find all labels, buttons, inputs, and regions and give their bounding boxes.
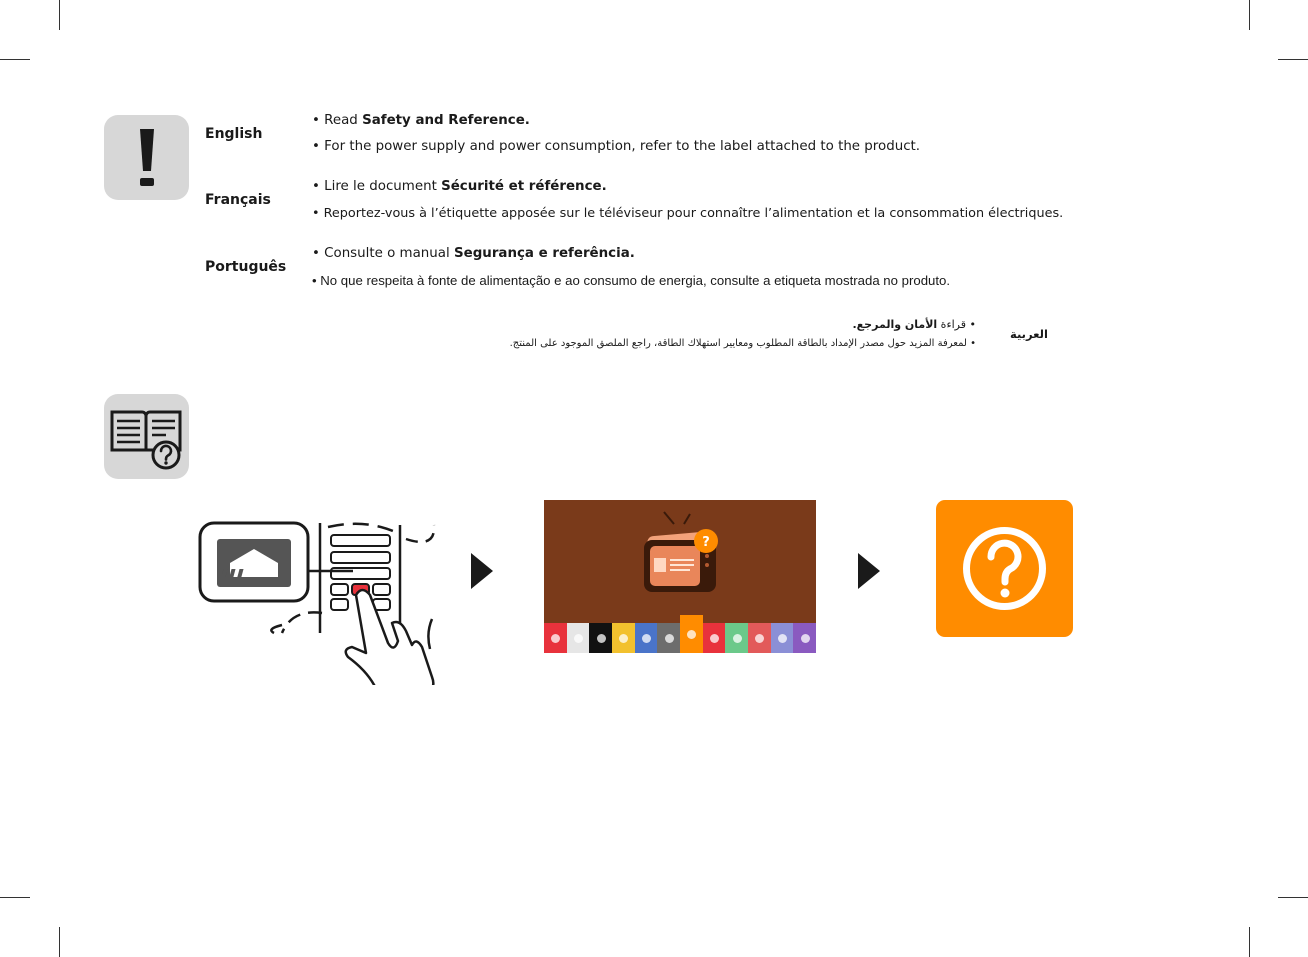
crop-mark xyxy=(59,927,60,957)
arabic-line-2: • لمعرفة المزيد حول مصدر الإمداد بالطاقة المطلوب ومعايير استهلاك الطاقة، راجع الملصق الموجود على المنتج. xyxy=(509,338,976,349)
lang-portuguese: Português xyxy=(205,259,287,275)
remote-home-button-icon xyxy=(196,515,446,685)
portuguese-line-1 xyxy=(312,246,635,261)
french-line-1-bold: Sécurité et référence. xyxy=(441,179,607,194)
launcher-tile xyxy=(793,623,816,653)
launcher-tile-icon xyxy=(574,634,583,643)
lang-french: Français xyxy=(205,192,271,208)
launcher-tile-icon xyxy=(619,634,628,643)
next-step-arrow-icon xyxy=(858,553,880,589)
launcher-tile-icon xyxy=(597,634,606,643)
crop-mark xyxy=(1249,0,1250,30)
launcher-tile xyxy=(771,623,794,653)
arabic-line-1 xyxy=(852,318,976,331)
english-line-1-text: • Read xyxy=(312,113,363,128)
user-guide-icon xyxy=(104,394,189,479)
crop-mark xyxy=(0,59,30,60)
portuguese-line-1-bold: Segurança e referência. xyxy=(453,246,635,261)
crop-mark xyxy=(59,0,60,30)
help-question-icon xyxy=(936,500,1073,637)
launcher-tile xyxy=(612,623,635,653)
english-line-1-bold: Safety and Reference. xyxy=(362,113,530,128)
launcher-tile xyxy=(657,623,680,653)
crop-mark xyxy=(1249,927,1250,957)
launcher-tile xyxy=(748,623,771,653)
arabic-line-1-bold: الأمان والمرجع. xyxy=(852,318,938,331)
next-step-arrow-icon xyxy=(471,553,493,589)
tv-home-screen xyxy=(544,500,816,653)
french-line-1 xyxy=(312,179,607,194)
exclamation-icon xyxy=(104,115,189,200)
crop-mark xyxy=(0,897,30,898)
lang-english: English xyxy=(205,126,263,142)
english-line-1 xyxy=(312,113,530,128)
launcher-tile xyxy=(703,623,726,653)
crop-mark xyxy=(1278,59,1308,60)
portuguese-line-1-text: • Consulte o manual xyxy=(312,246,454,261)
svg-text:?: ? xyxy=(702,535,710,550)
launcher-tile xyxy=(589,623,612,653)
launcher-tile xyxy=(544,623,567,653)
launcher-tile-icon xyxy=(665,634,674,643)
lang-arabic: العربية xyxy=(1010,327,1048,341)
launcher-tile xyxy=(567,623,590,653)
launcher-tile-icon xyxy=(642,634,651,643)
english-line-2: • For the power supply and power consumption, refer to the label attached to the product. xyxy=(312,139,921,154)
launcher-tile-icon xyxy=(778,634,787,643)
launcher-tile-icon xyxy=(710,634,719,643)
french-line-1-text: • Lire le document xyxy=(312,179,442,194)
launcher-bar xyxy=(544,623,816,653)
launcher-tile xyxy=(725,623,748,653)
launcher-tile-icon xyxy=(551,634,560,643)
arabic-line-1-text: • قراءة xyxy=(937,318,976,331)
launcher-tile-icon xyxy=(687,630,696,639)
launcher-tile-help xyxy=(680,615,703,653)
crop-mark xyxy=(1278,897,1308,898)
portuguese-line-2: • No que respeita à fonte de alimentação e ao consumo de energia, consulte a etiqueta mostrada no produto. xyxy=(312,273,951,288)
launcher-tile-icon xyxy=(733,634,742,643)
launcher-tile-icon xyxy=(801,634,810,643)
launcher-tile-icon xyxy=(755,634,764,643)
launcher-tile xyxy=(635,623,658,653)
french-line-2: • Reportez-vous à l’étiquette apposée sur le téléviseur pour connaître l’alimentation et la consommation électriques. xyxy=(312,206,1064,221)
